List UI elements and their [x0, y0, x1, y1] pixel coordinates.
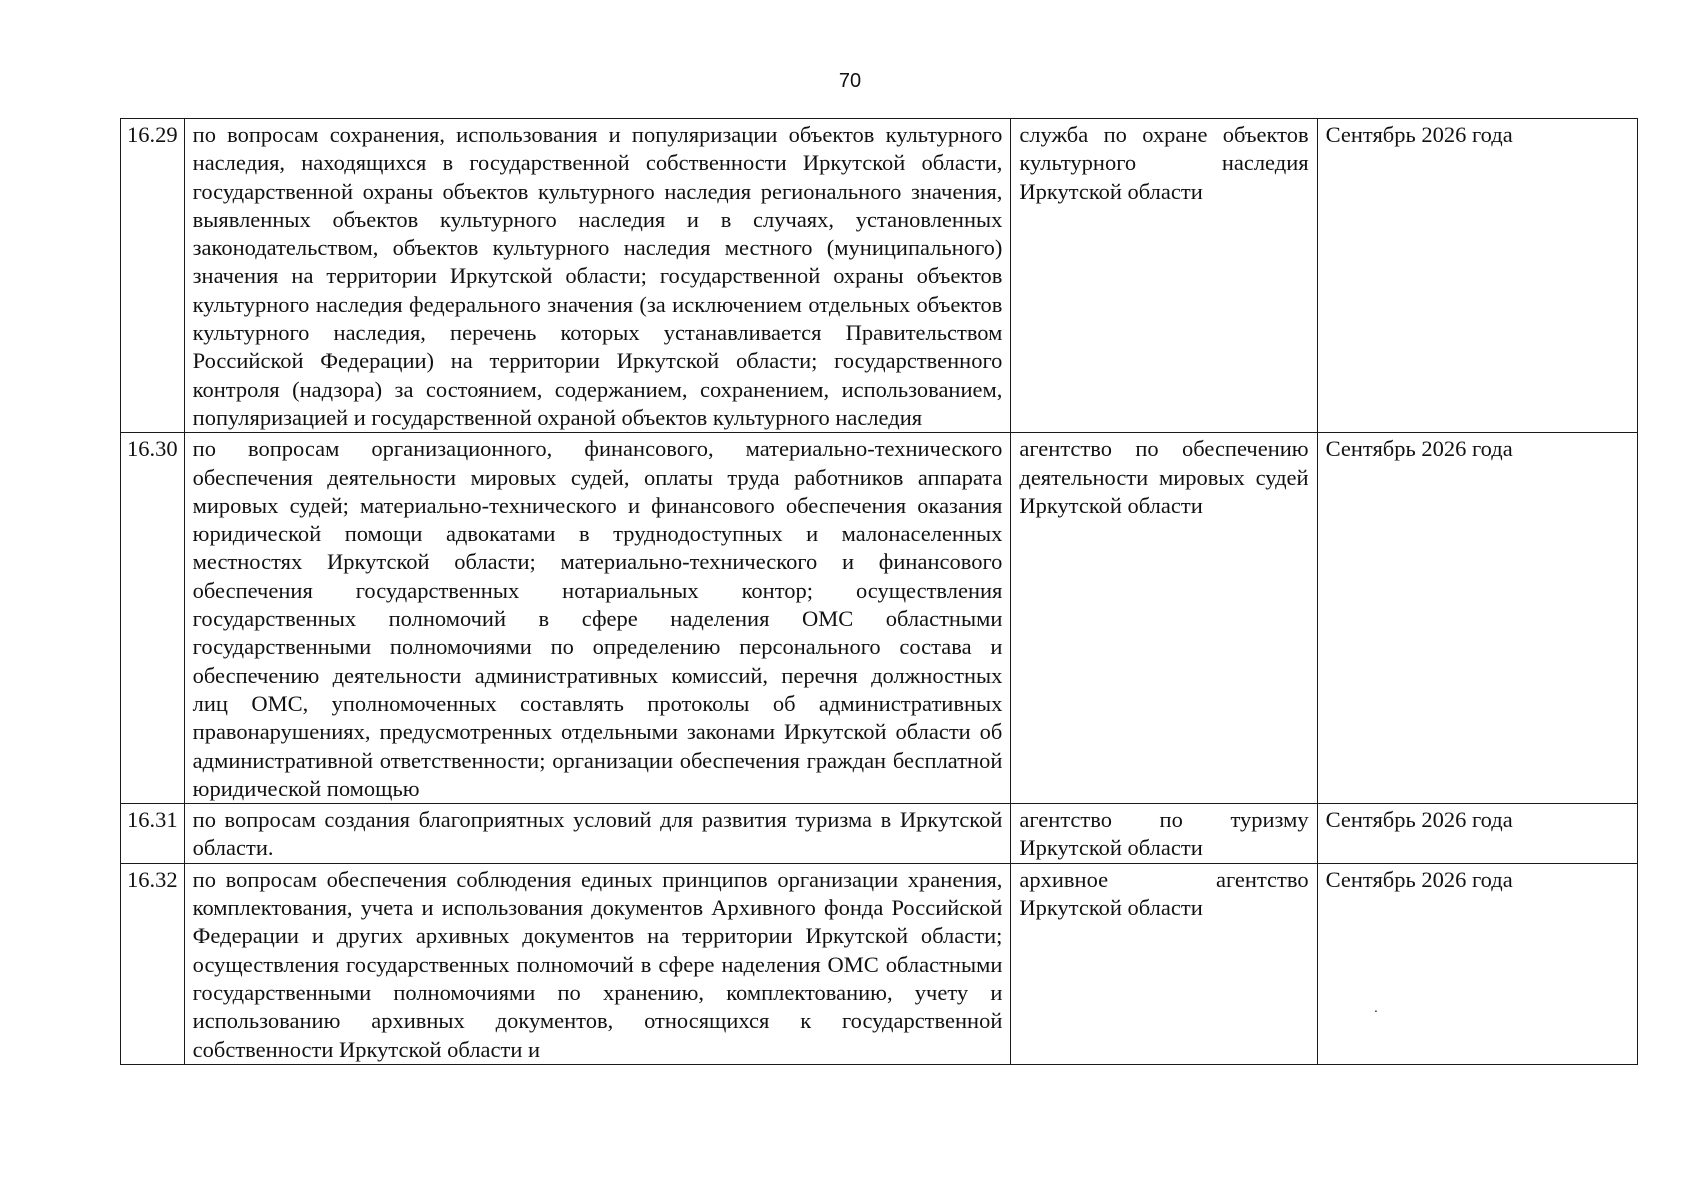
row-description: по вопросам сохранения, использования и популяризации объектов культурного наследия, находящихся в государственной собственности Иркутской области, государственной охраны объектов культурного наследия регионального значения, выявленных объектов культурного наследия и в случаях, установленных законодательством, объектов культурного наследия местного (муниципального) значения на территории Иркутской области; государственной охраны объектов культурного наследия федерального значения (за исключением отдельных объектов культурного наследия, перечень которых устанавливается Правительством Российской Федерации) на территории Иркутской области; государственного контроля (надзора) за состоянием, содержанием, сохранением, использованием, популяризацией и государственной охраной объектов культурного наследия	[184, 119, 1011, 433]
row-description: по вопросам создания благоприятных условий для развития туризма в Иркутской области.	[184, 804, 1011, 864]
row-agency: агентство по туризму Иркутской области	[1011, 804, 1317, 864]
table-row	[121, 863, 1638, 1064]
row-term-cell	[1317, 863, 1637, 1064]
row-description: по вопросам организационного, финансового, материально-технического обеспечения деятельности мировых судей, оплаты труда работников аппарата мировых судей; материально-технического и финансового обеспечения оказания юридической помощи адвокатами в труднодоступных и малонаселенных местностях Иркутской области; материально-технического и финансового обеспечения государственных нотариальных контор; осуществления государственных полномочий в сфере наделения ОМС областными государственными полномочиями по определению персонального состава и обеспечению деятельности административных комиссий, перечня должностных лиц ОМС, уполномоченных составлять протоколы об административных правонарушениях, предусмотренных отдельными законами Иркутской области об административной ответственности; организации обеспечения граждан бесплатной юридической помощью	[184, 433, 1011, 804]
row-agency: агентство по обеспечению деятельности мировых судей Иркутской области	[1011, 433, 1317, 804]
row-agency: служба по охране объектов культурного наследия Иркутской области	[1011, 119, 1317, 433]
row-number: 16.31	[121, 804, 185, 864]
row-term: Сентябрь 2026 года	[1317, 119, 1637, 433]
table-row	[121, 119, 1638, 433]
stray-mark: ·	[1373, 1005, 1379, 1021]
row-term: Сентябрь 2026 года	[1317, 804, 1637, 864]
row-number: 16.29	[121, 119, 185, 433]
row-term: Сентябрь 2026 года	[1317, 433, 1637, 804]
row-number: 16.30	[121, 433, 185, 804]
row-description: по вопросам обеспечения соблюдения единых принципов организации хранения, комплектования, учета и использования документов Архивного фонда Российской Федерации и других архивных документов на территории Иркутской области; осуществления государственных полномочий в сфере наделения ОМС областными государственными полномочиями по хранению, комплектованию, учету и использованию архивных документов, относящихся к государственной собственности Иркутской области и	[184, 863, 1011, 1064]
table-row	[121, 433, 1638, 804]
row-agency: архивное агентство Иркутской области	[1011, 863, 1317, 1064]
row-number: 16.32	[121, 863, 185, 1064]
document-table	[120, 118, 1638, 1065]
row-term: Сентябрь 2026 года	[1325, 866, 1513, 892]
table-row	[121, 804, 1638, 864]
page-number: 70	[838, 70, 862, 92]
